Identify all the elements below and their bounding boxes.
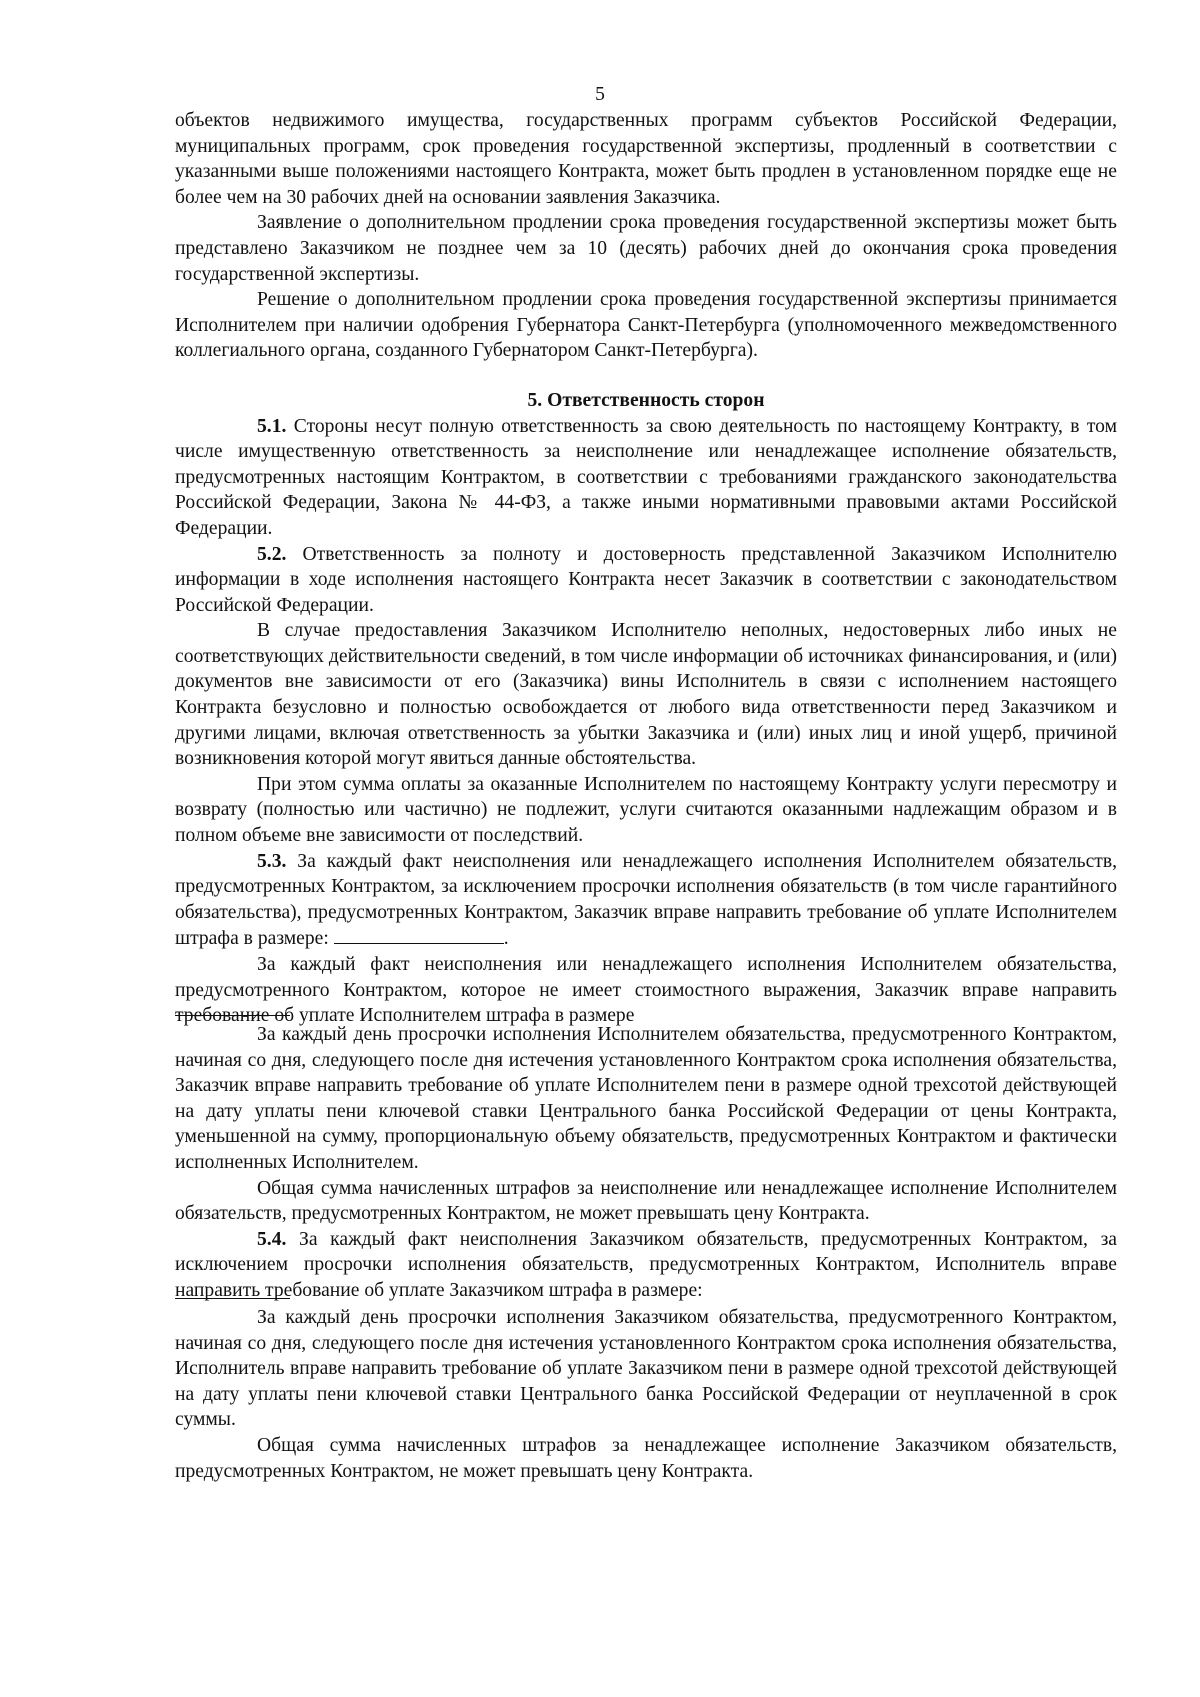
clause-5-1 [175,414,1117,542]
paragraph-customer-fine-cap: Общая сумма начисленных штрафов за ненадлежащее исполнение Заказчиком обязательств, предусмотренных Контрактом, не может превышать цену Контракта. [175,1434,1117,1482]
clause-number: 5.2. [257,543,287,565]
fill-in-blank [334,925,504,944]
paragraph-non-monetary-fine: За каждый факт неисполнения или ненадлежащего исполнения Исполнителем обязательства, предусмотренного Контрактом, которое не имеет стоимостного выражения, Заказчик вправе направить требование об уплате Исполнителем штрафа в размере [175,954,1117,1027]
clause-number: 5.1. [257,415,287,437]
fill-in-blank [175,1281,290,1299]
text-block-top [175,108,1117,1029]
clause-text: За каждый факт неисполнения или ненадлежащего исполнения Исполнителем обязательств, предусмотренных Контрактом, за исключением просрочки исполнения обязательств (в том числе гарантийного обязательства), предусмотренных Контрактом, Заказчик вправе направить требование об уплате Исполнителем штрафа в размере: [175,850,1117,950]
paragraph-payment-no-refund: При этом сумма оплаты за оказанные Исполнителем по настоящему Контракту услуги пересмотру и возврату (полностью или частично) не подлежит, услуги считаются оказанными надлежащим образом и в полном объеме вне зависимости от последствий. [175,773,1117,847]
clause-text: За каждый факт неисполнения Заказчиком обязательств, предусмотренных Контрактом, за исключением просрочки исполнения обязательств, предусмотренных Контрактом, Исполнитель вправе направить требование об уплате Заказчиком штрафа в размере: [175,1228,1118,1301]
clause-text: Ответственность за полноту и достоверность представленной Заказчиком Исполнителю информации в ходе исполнения настоящего Контракта несет Заказчик в соответствии с законодательством Российской Федерации. [175,543,1117,616]
text-block-bottom [175,1281,1117,1484]
clause-5-3: 5.3. За каждый факт неисполнения или ненадлежащего исполнения Исполнителем обязательств, предусмотренных Контрактом, за исключением просрочки исполнения обязательств (в том числе гарантийного обязательства), предусмотренных Контрактом, Заказчик вправе направить требование об уплате Исполнителем штрафа в размере: . [175,850,1117,950]
paragraph-customer-penalty: За каждый день просрочки исполнения Заказчиком обязательства, предусмотренного Контрактом, начиная со дня, следующего после дня истечения установленного Контрактом срока исполнения обязательства, Исполнитель вправе направить требование об уплате Заказчиком пени в размере одной трехсотой действующей на дату уплаты пени ключевой ставки Центрального банка Российской Федерации от неуплаченной в срок суммы. [175,1307,1117,1431]
section-title: 5. Ответственность сторон [527,389,765,411]
clause-number: 5.3. [257,850,287,872]
paragraph-contractor-fine-cap: Общая сумма начисленных штрафов за неисполнение или ненадлежащее исполнение Исполнителем обязательств, предусмотренных Контрактом, не может превышать цену Контракта. [175,1177,1117,1225]
page-number: 5 [595,84,605,105]
clause-text: Стороны несут полную ответственность за свою деятельность по настоящему Контракту, в том числе имущественную ответственность за неисполнение или ненадлежащее исполнение обязательств, предусмотренных настоящим Контрактом, в соответствии с требованиями гражданского законодательства Российской Федерации, Закона № 44-ФЗ, а также иными нормативными правовыми актами Российской Федерации. [175,415,1117,539]
paragraph-extension-application: Заявление о дополнительном продлении срока проведения государственной экспертизы может быть представлено Заказчиком не позднее чем за 10 (десять) рабочих дней до окончания срока проведения государственной экспертизы. [175,212,1117,285]
paragraph-contractor-penalty: За каждый день просрочки исполнения Исполнителем обязательства, предусмотренного Контрактом, начиная со дня, следующего после дня истечения установленного Контрактом срока исполнения обязательства, Заказчик вправе направить требование об уплате Исполнителем пени в размере одной трехсотой действующей на дату уплаты пени ключевой ставки Центрального банка Российской Федерации от цены Контракта, уменьшенной на сумму, пропорциональную объему обязательств, предусмотренных Контрактом и фактически исполненных Исполнителем. [175,1024,1117,1173]
paragraph-extension-decision: Решение о дополнительном продлении срока проведения государственной экспертизы принимается Исполнителем при наличии одобрения Губернатора Санкт-Петербурга (уполномоченного межведомственного коллегиального органа, созданного Губернатором Санкт-Петербурга). [175,289,1117,362]
paragraph-continuation: объектов недвижимого имущества, государственных программ субъектов Российской Федерации, муниципальных программ, срок проведения государственной экспертизы, продленный в соответствии с указанными выше положениями настоящего Контракта, может быть продлен в установленном порядке еще не более чем на 30 рабочих дней на основании заявления Заказчика. [175,110,1117,208]
text-block-middle [175,998,1117,1304]
paragraph-incomplete-info: В случае предоставления Заказчиком Исполнителю неполных, недостоверных либо иных не соответствующих действительности сведений, в том числе информации об источниках финансирования, и (или) документов вне зависимости от его (Заказчика) вины Исполнитель в связи с исполнением настоящего Контракта безусловно и полностью освобождается от любого вида ответственности перед Заказчиком и другими лицами, включая ответственность за убытки Заказчика и (или) иных лиц и иной ущерб, причиной возникновения которой могут явиться данные обстоятельства. [175,620,1117,770]
clause-number: 5.4. [257,1228,287,1250]
clause-5-2 [175,542,1117,619]
fill-in-blank [175,998,290,1016]
